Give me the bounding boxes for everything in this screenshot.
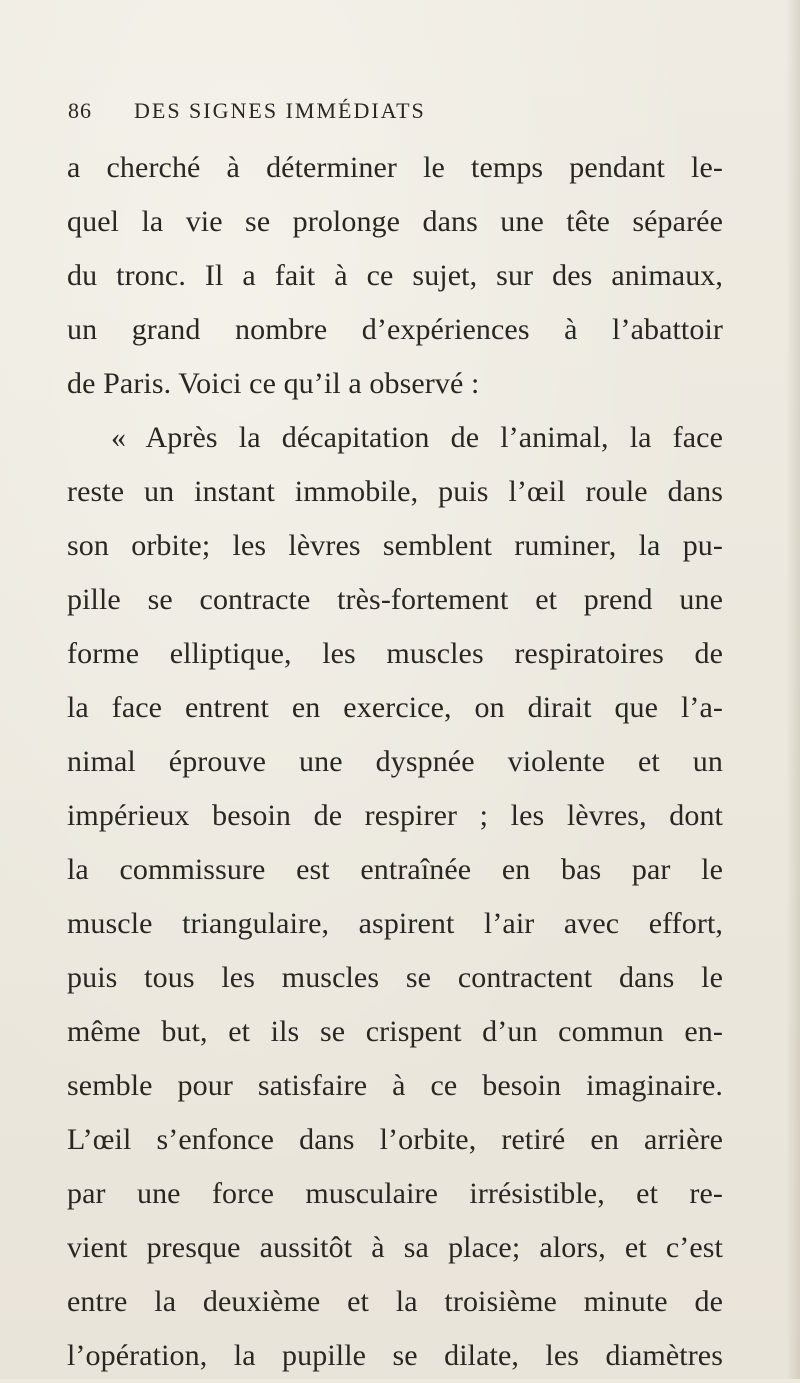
- text-line: pille se contracte très-fortement et prend une: [67, 583, 723, 616]
- text-line: muscle triangulaire, aspirent l’air avec effort,: [67, 907, 723, 940]
- page-edge-shadow: [786, 0, 800, 1379]
- text-line: l’opération, la pupille se dilate, les diamètres: [67, 1339, 723, 1372]
- text-line: entre la deuxième et la troisième minute de: [67, 1285, 723, 1318]
- text-line: impérieux besoin de respirer ; les lèvres, dont: [67, 799, 723, 832]
- text-line: un grand nombre d’expériences à l’abattoir: [67, 313, 723, 346]
- text-line: semble pour satisfaire à ce besoin imaginaire.: [67, 1069, 723, 1102]
- text-line: la commissure est entraînée en bas par le: [67, 853, 723, 886]
- text-line: par une force musculaire irrésistible, et re-: [67, 1177, 723, 1210]
- running-head: [68, 98, 718, 132]
- text-line: reste un instant immobile, puis l’œil roule dans: [67, 475, 723, 508]
- text-line: « Après la décapitation de l’animal, la face: [111, 421, 723, 454]
- text-line: forme elliptique, les muscles respiratoires de: [67, 637, 723, 670]
- text-body: [67, 141, 723, 1383]
- text-line: son orbite; les lèvres semblent ruminer, la pu-: [67, 529, 723, 562]
- text-line: L’œil s’enfonce dans l’orbite, retiré en arrière: [67, 1123, 723, 1156]
- text-line: quel la vie se prolonge dans une tête séparée: [67, 205, 723, 238]
- text-line: la face entrent en exercice, on dirait que l’a-: [67, 691, 723, 724]
- text-line: du tronc. Il a fait à ce sujet, sur des animaux,: [67, 259, 723, 292]
- text-line: a cherché à déterminer le temps pendant le-: [67, 151, 723, 184]
- running-title: DES SIGNES IMMÉDIATS: [134, 98, 426, 123]
- text-line: puis tous les muscles se contractent dans le: [67, 961, 723, 994]
- text-line: nimal éprouve une dyspnée violente et un: [67, 745, 723, 778]
- text-line: vient presque aussitôt à sa place; alors, et c’est: [67, 1231, 723, 1264]
- page-number: 86: [68, 98, 92, 123]
- text-line: même but, et ils se crispent d’un commun en-: [67, 1015, 723, 1048]
- text-line: de Paris. Voici ce qu’il a observé :: [67, 367, 480, 400]
